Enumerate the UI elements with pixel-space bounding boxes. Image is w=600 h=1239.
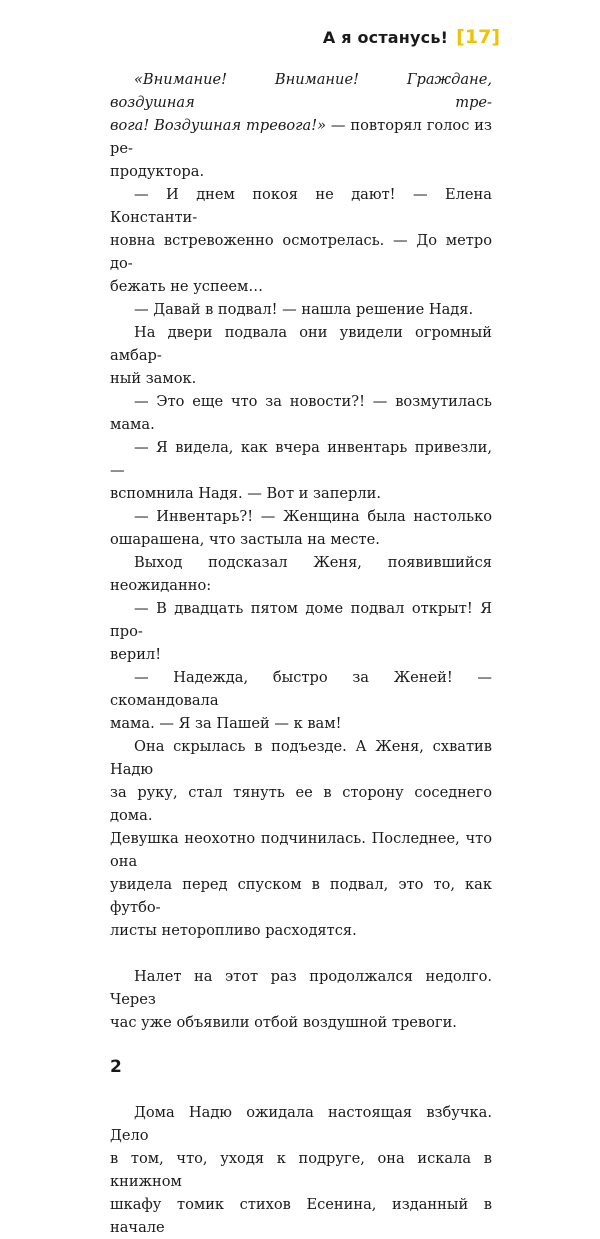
paragraph: — Давай в подвал! — нашла решение Надя. (134, 301, 474, 318)
paragraph: Дома Надю ожидала настоящая взбучка. Дело (110, 1104, 492, 1144)
paragraph: Выход подсказал Женя, появившийся неожиданно: (110, 554, 492, 594)
paragraph: На двери подвала они увидели огромный амбар- (110, 324, 492, 364)
paragraph: — Инвентарь?! — Женщина была настолько (134, 508, 492, 525)
paragraph: — Это еще что за новости?! — возмутилась (134, 393, 492, 410)
page-number: [ 17 ] (456, 26, 500, 48)
paragraph: — И днем покоя не дают! — Елена Константи- (110, 186, 492, 226)
paragraph: «Внимание! Внимание! Граждане, воздушная тре- (110, 71, 492, 111)
paragraph: — Надежда, быстро за Женей! — скомандовала (110, 669, 492, 709)
book-title: А я останусь! (322, 27, 449, 47)
page-text: «Внимание! Внимание! Граждане, воздушная тре- вога! Воздушная тревога!» — повторял голос из ре- продуктора. — И днем покоя не дают! — Елена Константи- новна встревоженно осмотрелась. — До метро до- бежать не успеем… — Давай в подвал! — нашла решение Надя. На двери подвала они увидели огромный амбар- ный замок. — Это еще что за новости?! — возмутилась мама. — Я видела, как вчера инвентарь привезли, — вспомнила Надя. — Вот и заперли. — Инвентарь?! — Женщина была настолько ошарашена, что застыла на месте. Выход подсказал Женя, появившийся неожиданно: — В двадцать пятом доме подвал открыт! Я про- верил! — Надежда, быстро за Женей! — скомандовала мама. — Я за Пашей — к вам! Она скрылась в подъезде. А Женя, схватив Надю за руку, стал тянуть ее в сторону соседнего дома. Девушка неохотно подчинилась. Последнее, что она увидела перед спуском в подвал, это то, как футбо- листы неторопливо расходятся. Налет на этот раз продолжался недолго. Через час уже объявили отбой воздушной тревоги. 2 Дома Надю ожидала настоящая взбучка. Дело в том, что, уходя к подруге, она искала в книжном шкафу томик стихов Есенина, изданный в начале (110, 68, 492, 1239)
chapter-number: 2 (110, 1057, 122, 1077)
running-header (323, 26, 500, 48)
paragraph: Она скрылась в подъезде. А Женя, схватив Надю (110, 738, 492, 778)
bracket-close-icon: ] (491, 26, 500, 48)
paragraph: — В двадцать пятом доме подвал открыт! Я про- (110, 600, 492, 640)
paragraph: — Я видела, как вчера инвентарь привезли, — (110, 439, 492, 479)
paragraph: Налет на этот раз продолжался недолго. Через (110, 968, 492, 1008)
bracket-open-icon: [ (456, 26, 465, 48)
paragraph-continuation: вога! Воздушная тревога!» — повторял голос из ре- (110, 117, 492, 157)
